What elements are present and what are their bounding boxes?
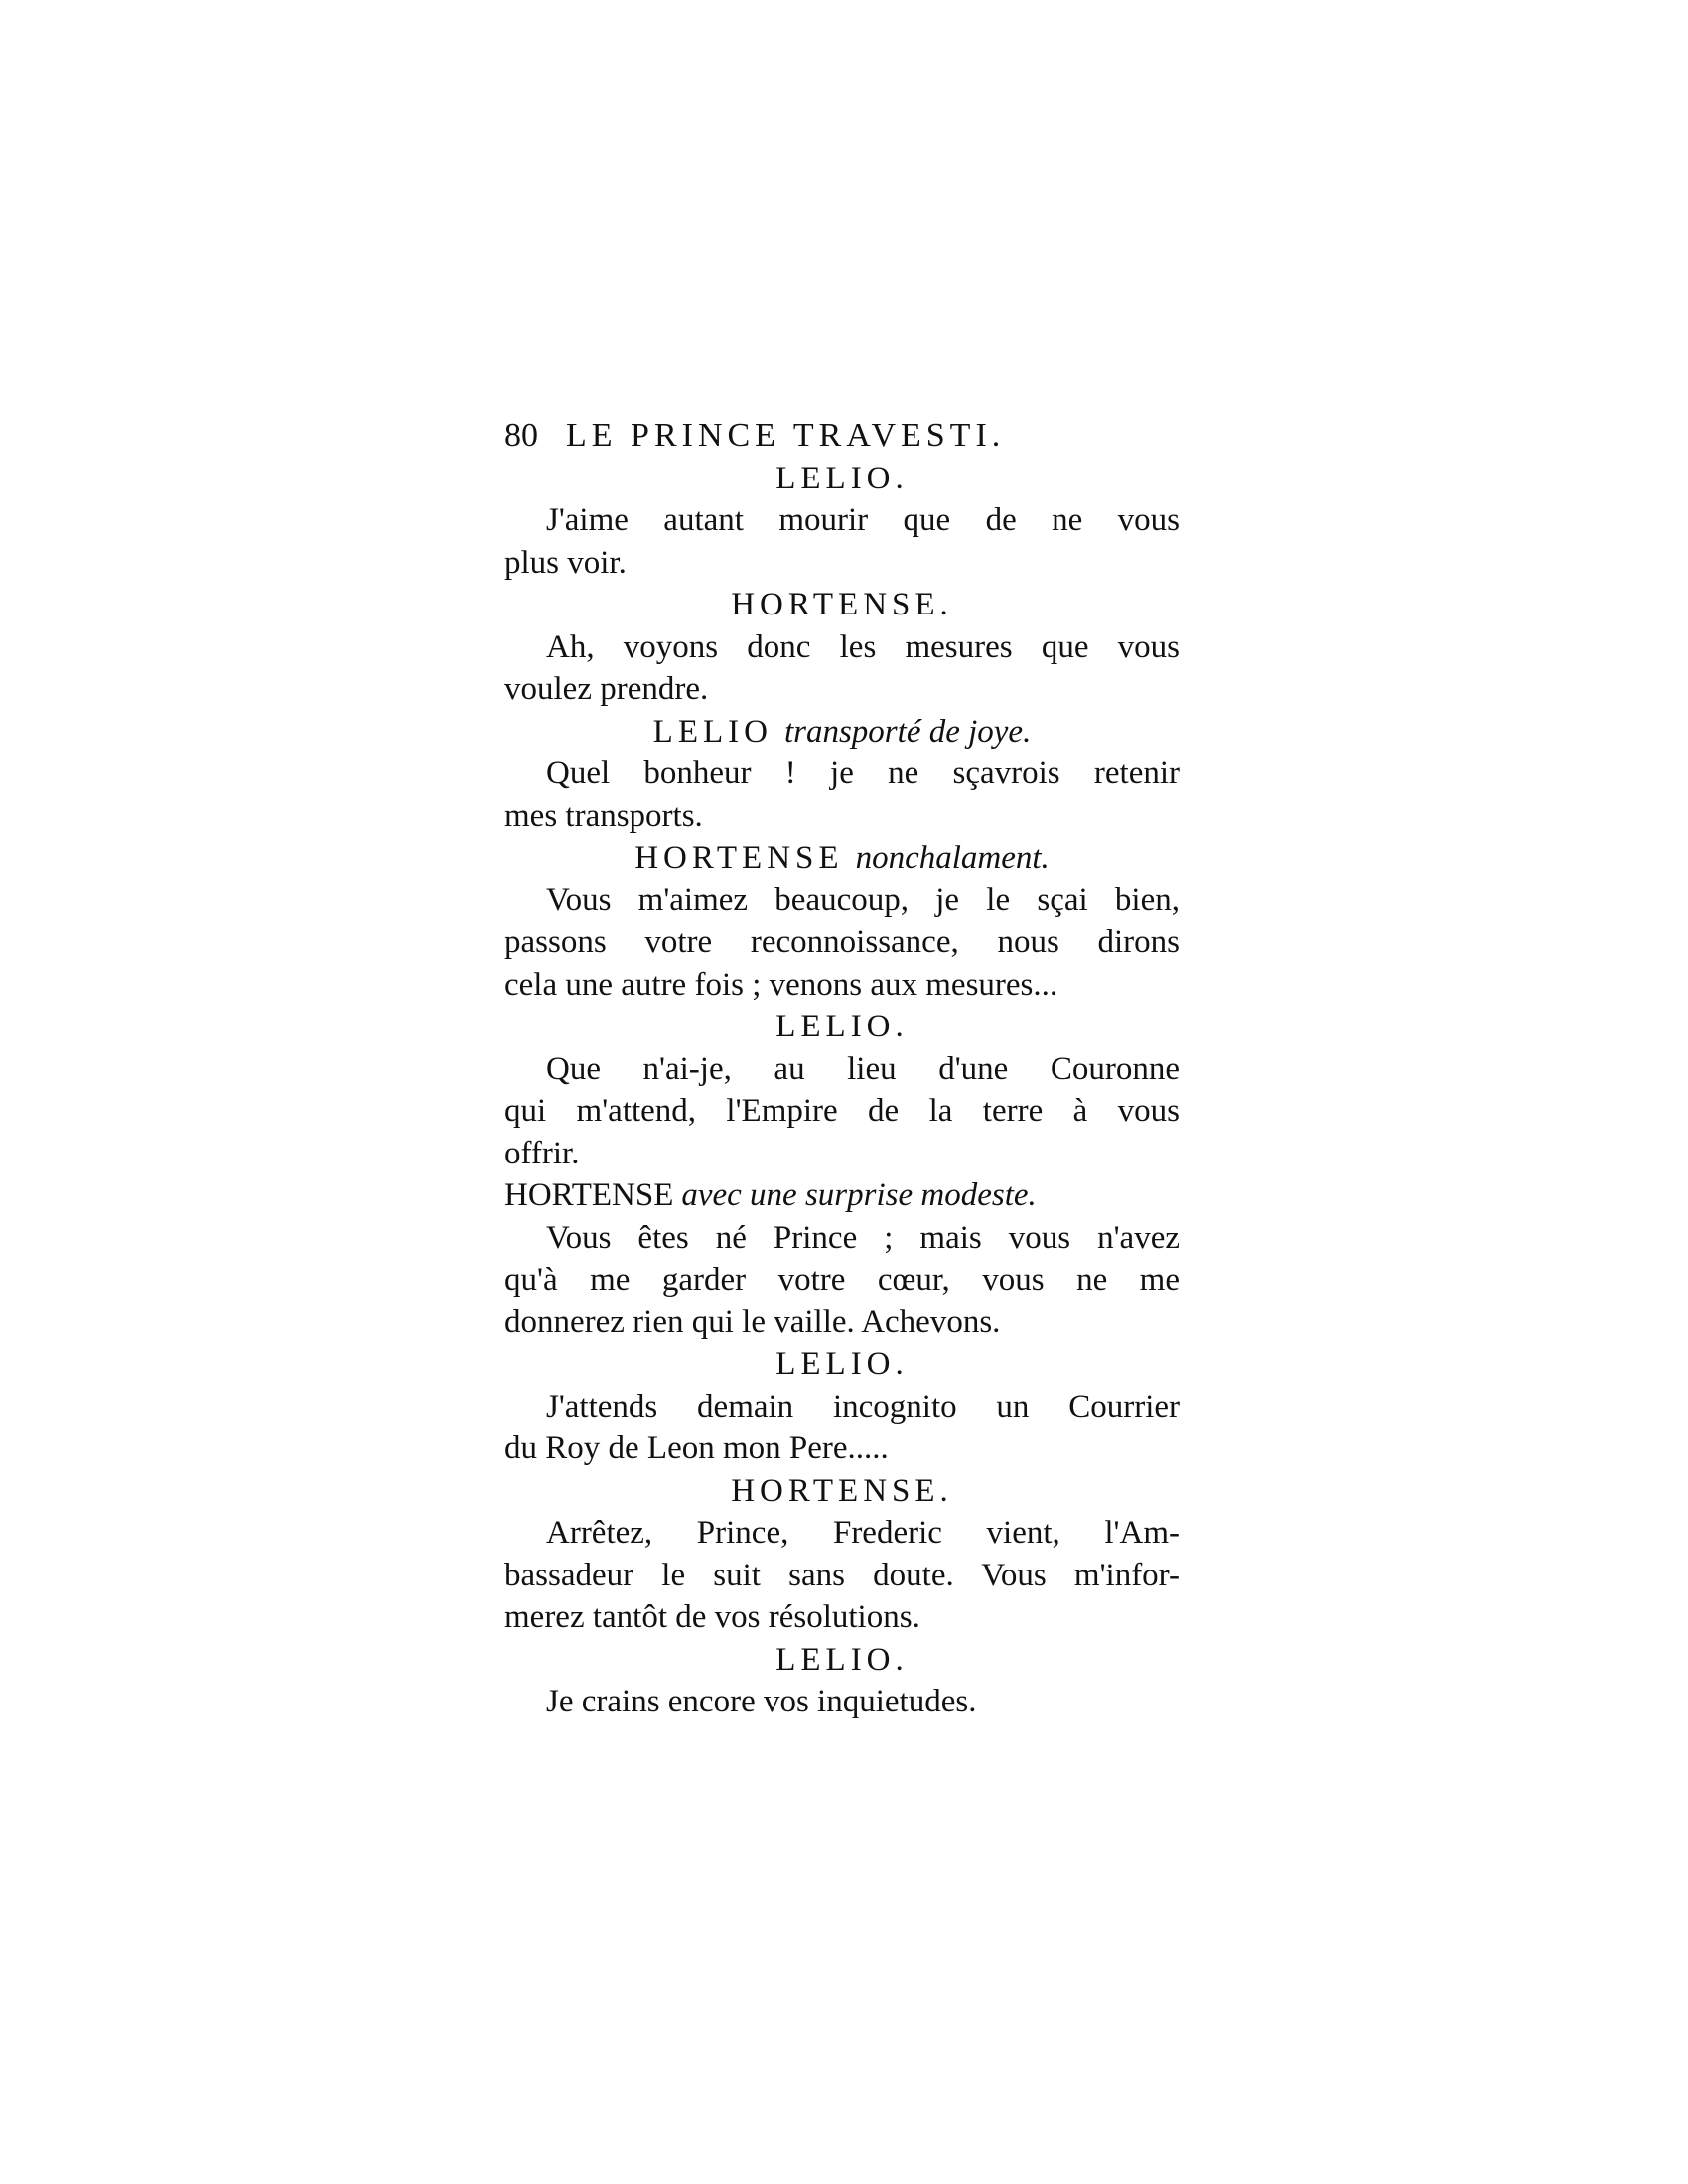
dialogue-line: Ah, voyons donc les mesures que vous (546, 628, 1180, 665)
speaker-name: HORTENSE (504, 1177, 674, 1213)
dialogue-line: Vous m'aimez beaucoup, je le sçai bien, (546, 882, 1180, 918)
dialogue-line: mes transports. (504, 797, 703, 834)
dialogue-line: du Roy de Leon mon Pere..... (504, 1431, 889, 1466)
speaker-heading (504, 837, 1180, 880)
dialogue-line: cela une autre fois ; venons aux mesures... (504, 966, 1058, 1003)
dialogue-line: Arrêtez, Prince, Frederic vient, l'Am- (546, 1515, 1180, 1551)
speaker-name: LELIO. (775, 1009, 909, 1044)
dialogue-line: voulez prendre. (504, 671, 709, 707)
speaker-name: LELIO (652, 713, 773, 750)
stage-direction: transporté de joye. (783, 713, 1032, 750)
speaker-heading (504, 1006, 1180, 1048)
speaker-heading (504, 1639, 1180, 1682)
speaker-name: HORTENSE. (731, 1472, 953, 1509)
speaker-heading (504, 1174, 1180, 1217)
speaker-name: LELIO. (775, 1641, 909, 1678)
running-title: LE PRINCE TRAVESTI. (566, 417, 1006, 454)
speaker-heading (504, 584, 1180, 626)
dialogue-line: qui m'attend, l'Empire de la terre à vous (504, 1093, 1180, 1129)
dialogue-line: Que n'ai-je, au lieu d'une Couronne (546, 1050, 1180, 1087)
stage-direction: avec une surprise modeste. (681, 1177, 1037, 1213)
dialogue-line: donnerez rien qui le vaille. Achevons. (504, 1303, 1001, 1340)
dialogue-line: merez tantôt de vos résolutions. (504, 1599, 920, 1635)
dialogue-line: qu'à me garder votre cœur, vous ne me (504, 1262, 1180, 1297)
speaker-name: LELIO. (775, 460, 909, 496)
dialogue-line: passons votre reconnoissance, nous dirons (504, 924, 1180, 960)
dialogue-line: J'aime autant mourir que de ne vous (546, 502, 1180, 538)
speaker-heading (504, 1343, 1180, 1386)
dialogue-line: Quel bonheur ! je ne sçavrois retenir (546, 755, 1180, 791)
dialogue-line: offrir. (504, 1135, 580, 1171)
speaker-name: LELIO. (775, 1346, 909, 1382)
dialogue-line: J'attends demain incognito un Courrier (546, 1388, 1180, 1425)
speaker-heading (504, 458, 1180, 500)
dialogue-line: Vous êtes né Prince ; mais vous n'avez (546, 1219, 1180, 1256)
dialogue-line: bassadeur le suit sans doute. Vous m'infor- (504, 1557, 1180, 1593)
speaker-name: HORTENSE. (731, 587, 953, 622)
page-text (504, 415, 1180, 1723)
running-head (504, 415, 1180, 458)
speaker-name: HORTENSE (634, 840, 844, 876)
dialogue-line: plus voir. (504, 544, 627, 581)
dialogue-line: Je crains encore vos inquietudes. (546, 1684, 977, 1719)
page-number: 80 (504, 417, 538, 454)
speaker-heading (504, 711, 1180, 753)
stage-direction: nonchalament. (855, 840, 1050, 876)
speaker-heading (504, 1470, 1180, 1513)
